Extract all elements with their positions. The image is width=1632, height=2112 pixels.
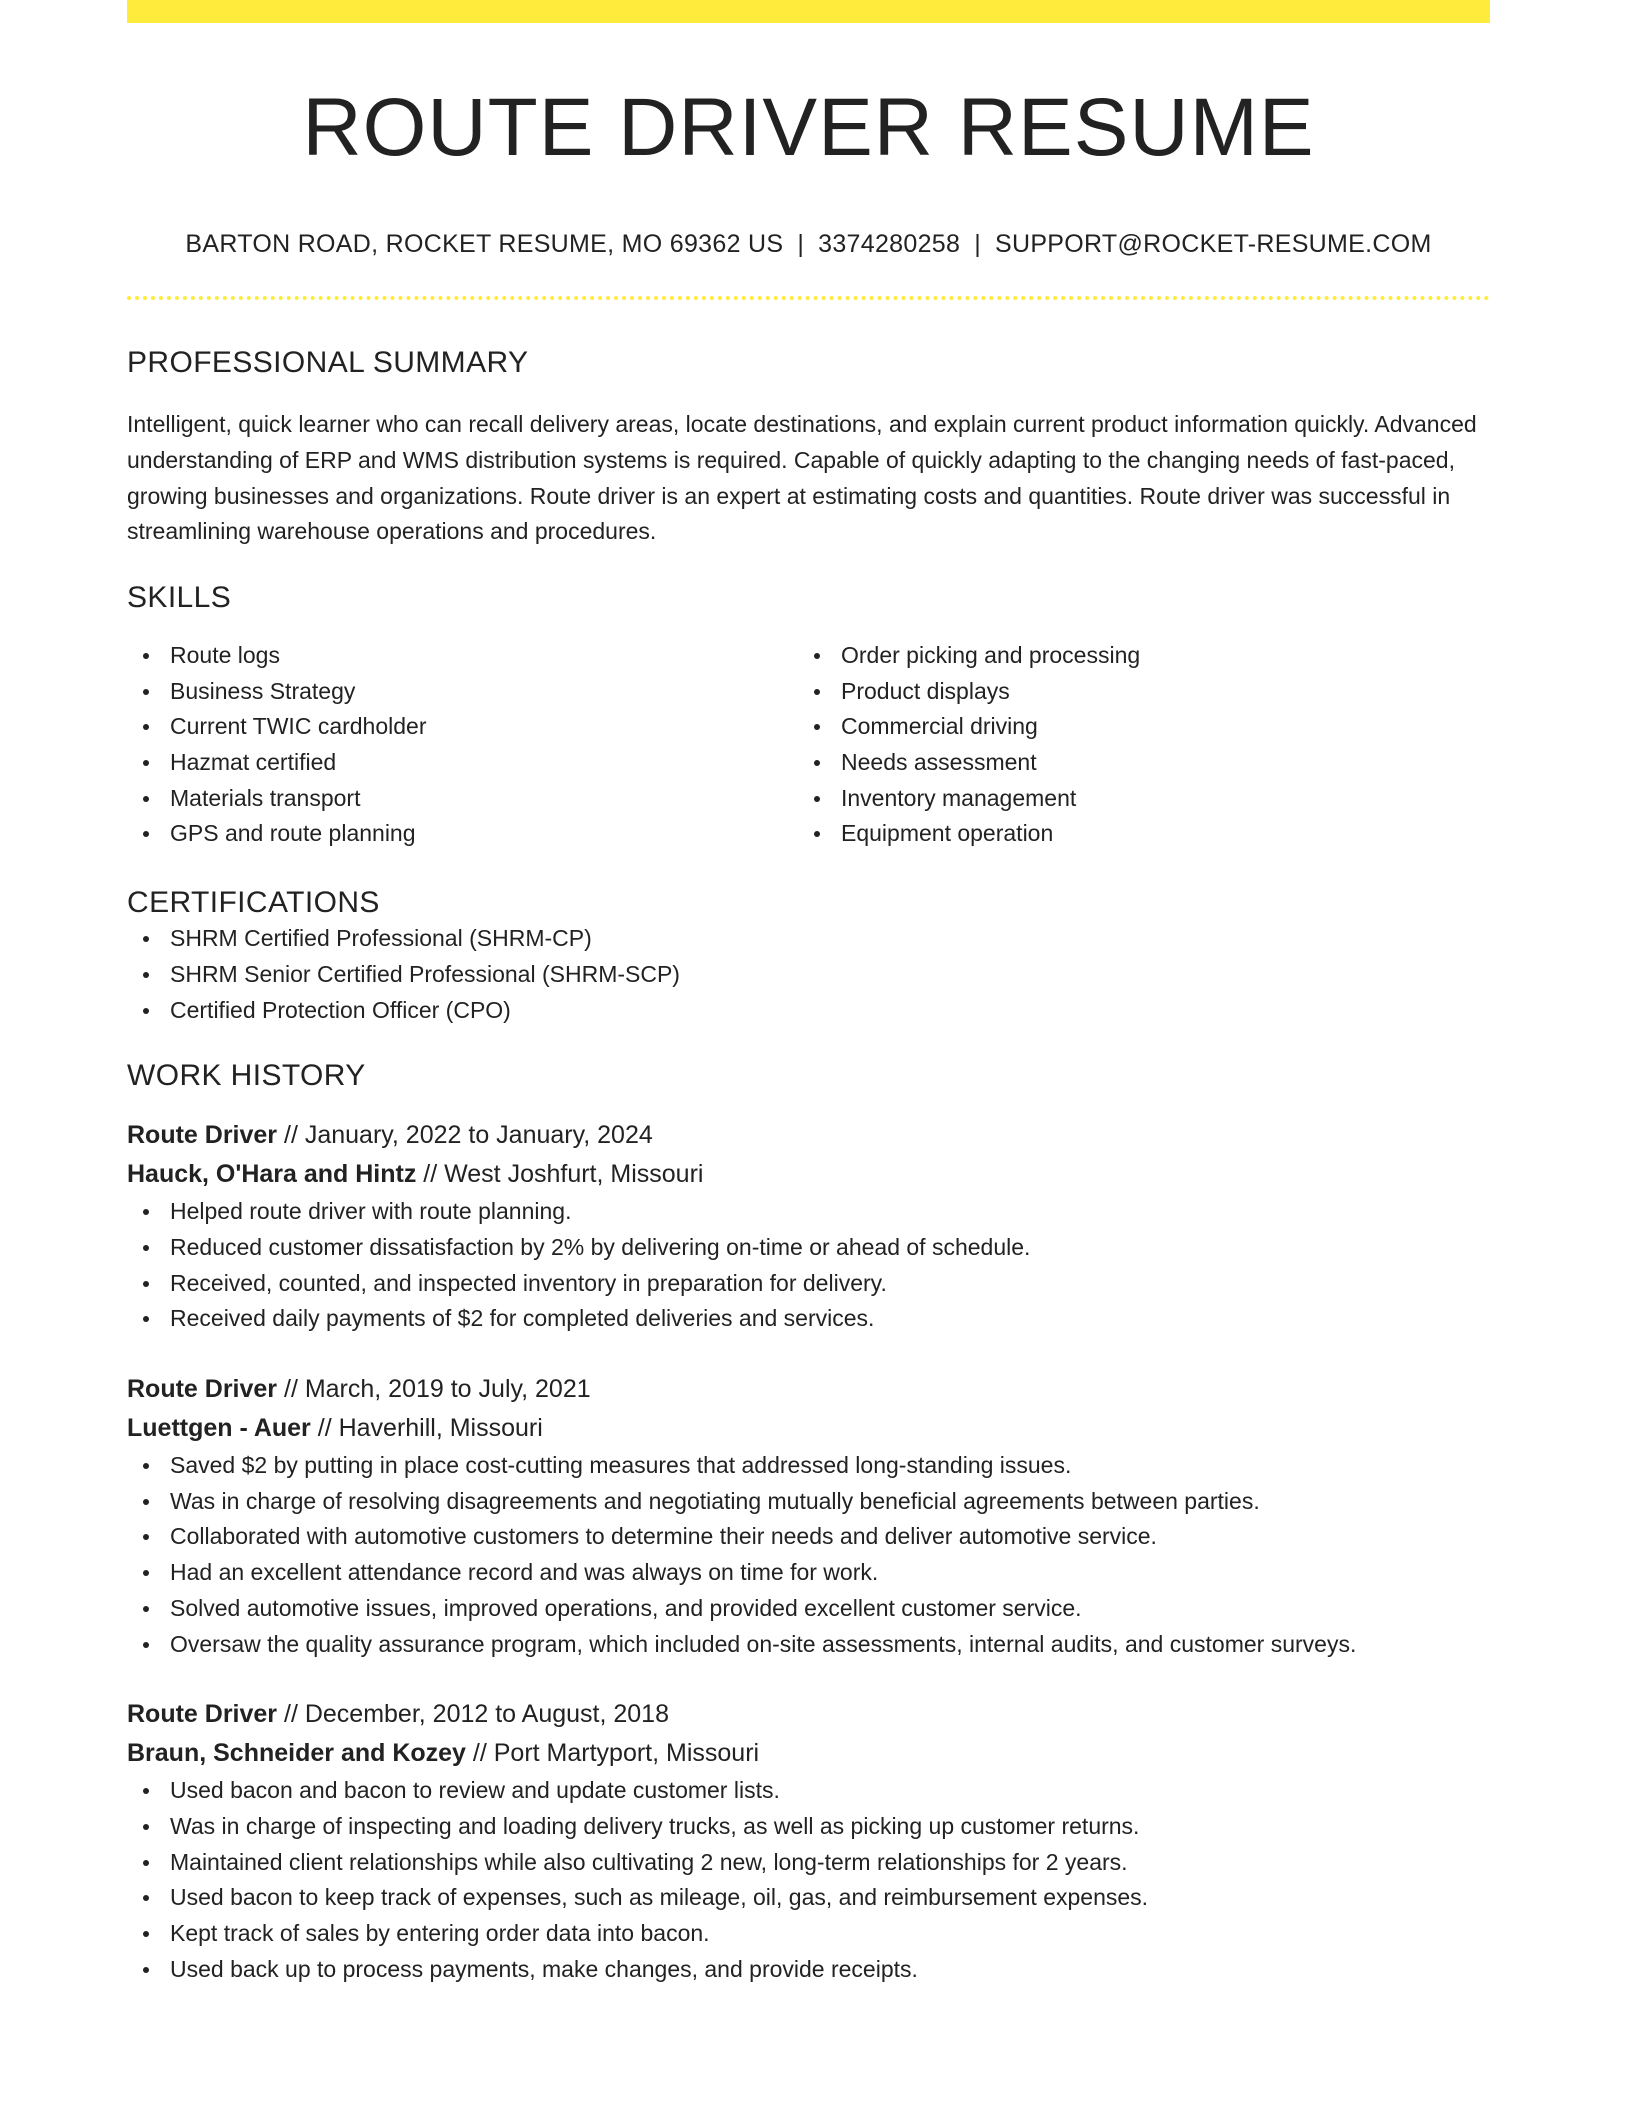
- skill-item: Needs assessment: [798, 745, 1469, 781]
- skill-item: Order picking and processing: [798, 638, 1469, 674]
- contact-email: SUPPORT@ROCKET-RESUME.COM: [994, 230, 1432, 259]
- skills-heading: SKILLS: [127, 580, 232, 614]
- certification-item: SHRM Senior Certified Professional (SHRM-SCP): [127, 957, 1490, 993]
- contact-separator: |: [974, 230, 981, 259]
- job-entry: [127, 1695, 1490, 1987]
- certifications-heading: CERTIFICATIONS: [127, 886, 380, 920]
- certifications-list: [127, 921, 1490, 1028]
- contact-address: BARTON ROAD, ROCKET RESUME, MO 69362 US: [185, 230, 784, 259]
- top-accent-bar: [127, 0, 1490, 23]
- skills-grid: [127, 638, 1490, 852]
- job-bullet: Was in charge of resolving disagreements and negotiating mutually beneficial agreements between parties.: [127, 1484, 1490, 1520]
- job-role: Route Driver: [127, 1375, 278, 1404]
- job-entry: [127, 1116, 1490, 1337]
- job-bullet: Oversaw the quality assurance program, which included on-site assessments, internal audits, and customer surveys.: [127, 1627, 1490, 1663]
- job-bullet: Reduced customer dissatisfaction by 2% by delivering on-time or ahead of schedule.: [127, 1230, 1490, 1266]
- certification-item: Certified Protection Officer (CPO): [127, 993, 1490, 1029]
- job-dates: // December, 2012 to August, 2018: [277, 1700, 669, 1729]
- job-company-line: [127, 1409, 1490, 1448]
- skill-item: GPS and route planning: [127, 816, 798, 852]
- contact-line: [127, 229, 1490, 259]
- job-bullet: Maintained client relationships while also cultivating 2 new, long-term relationships for 2 years.: [127, 1845, 1490, 1881]
- skill-item: Current TWIC cardholder: [127, 709, 798, 745]
- job-bullet: Helped route driver with route planning.: [127, 1194, 1490, 1230]
- job-bullet: Received, counted, and inspected inventory in preparation for delivery.: [127, 1266, 1490, 1302]
- job-bullet: Saved $2 by putting in place cost-cutting measures that addressed long-standing issues.: [127, 1448, 1490, 1484]
- skill-item: Commercial driving: [798, 709, 1469, 745]
- job-role-line: [127, 1695, 1490, 1734]
- job-bullets: [127, 1773, 1490, 1987]
- skill-item: Route logs: [127, 638, 798, 674]
- job-dates: // January, 2022 to January, 2024: [277, 1121, 653, 1150]
- job-company-line: [127, 1734, 1490, 1773]
- summary-text: Intelligent, quick learner who can recall delivery areas, locate destinations, and explain current product information quickly. Advanced understanding of ERP and WMS distribution systems is required. Capable of quickly adapting to the changing needs of fast-paced, growing businesses and organizations. Route driver is an expert at estimating costs and quantities. Route driver was successful in streamlining warehouse operations and procedures.: [127, 411, 1477, 545]
- resume-page: [127, 0, 1490, 1987]
- skill-item: Materials transport: [127, 781, 798, 817]
- job-company: Hauck, O'Hara and Hintz: [127, 1160, 417, 1189]
- job-role-line: [127, 1116, 1490, 1155]
- job-bullet: Solved automotive issues, improved operations, and provided excellent customer service.: [127, 1591, 1490, 1627]
- job-bullet: Used bacon to keep track of expenses, such as mileage, oil, gas, and reimbursement expenses.: [127, 1880, 1490, 1916]
- job-location: // West Joshfurt, Missouri: [416, 1160, 704, 1189]
- skill-item: Inventory management: [798, 781, 1469, 817]
- work-history-heading: WORK HISTORY: [127, 1059, 366, 1093]
- job-bullets: [127, 1448, 1490, 1662]
- job-company: Braun, Schneider and Kozey: [127, 1739, 466, 1768]
- dotted-divider: [127, 296, 1490, 300]
- job-company-line: [127, 1155, 1490, 1194]
- job-bullet: Collaborated with automotive customers to determine their needs and deliver automotive service.: [127, 1519, 1490, 1555]
- skill-item: Equipment operation: [798, 816, 1469, 852]
- job-bullet: Used back up to process payments, make changes, and provide receipts.: [127, 1952, 1490, 1988]
- job-bullet: Had an excellent attendance record and was always on time for work.: [127, 1555, 1490, 1591]
- contact-phone: 3374280258: [818, 230, 961, 259]
- skill-item: Hazmat certified: [127, 745, 798, 781]
- certification-item: SHRM Certified Professional (SHRM-CP): [127, 921, 1490, 957]
- job-location: // Haverhill, Missouri: [310, 1414, 543, 1443]
- job-role-line: [127, 1370, 1490, 1409]
- resume-title: ROUTE DRIVER RESUME: [302, 82, 1315, 173]
- skill-item: Product displays: [798, 674, 1469, 710]
- skills-column-left: [127, 638, 798, 852]
- job-role: Route Driver: [127, 1121, 278, 1150]
- skill-item: Business Strategy: [127, 674, 798, 710]
- job-role: Route Driver: [127, 1700, 278, 1729]
- skills-list-left: [127, 638, 798, 852]
- job-bullet: Was in charge of inspecting and loading delivery trucks, as well as picking up customer returns.: [127, 1809, 1490, 1845]
- summary-heading: PROFESSIONAL SUMMARY: [127, 346, 529, 380]
- skills-list-right: [798, 638, 1469, 852]
- job-company: Luettgen - Auer: [127, 1414, 311, 1443]
- job-bullet: Received daily payments of $2 for completed deliveries and services.: [127, 1301, 1490, 1337]
- skills-column-right: [798, 638, 1469, 852]
- job-bullet: Kept track of sales by entering order data into bacon.: [127, 1916, 1490, 1952]
- job-bullets: [127, 1194, 1490, 1337]
- contact-separator: |: [797, 230, 805, 259]
- job-entry: [127, 1370, 1490, 1662]
- job-bullet: Used bacon and bacon to review and update customer lists.: [127, 1773, 1490, 1809]
- job-dates: // March, 2019 to July, 2021: [277, 1375, 591, 1404]
- job-location: // Port Martyport, Missouri: [465, 1739, 760, 1768]
